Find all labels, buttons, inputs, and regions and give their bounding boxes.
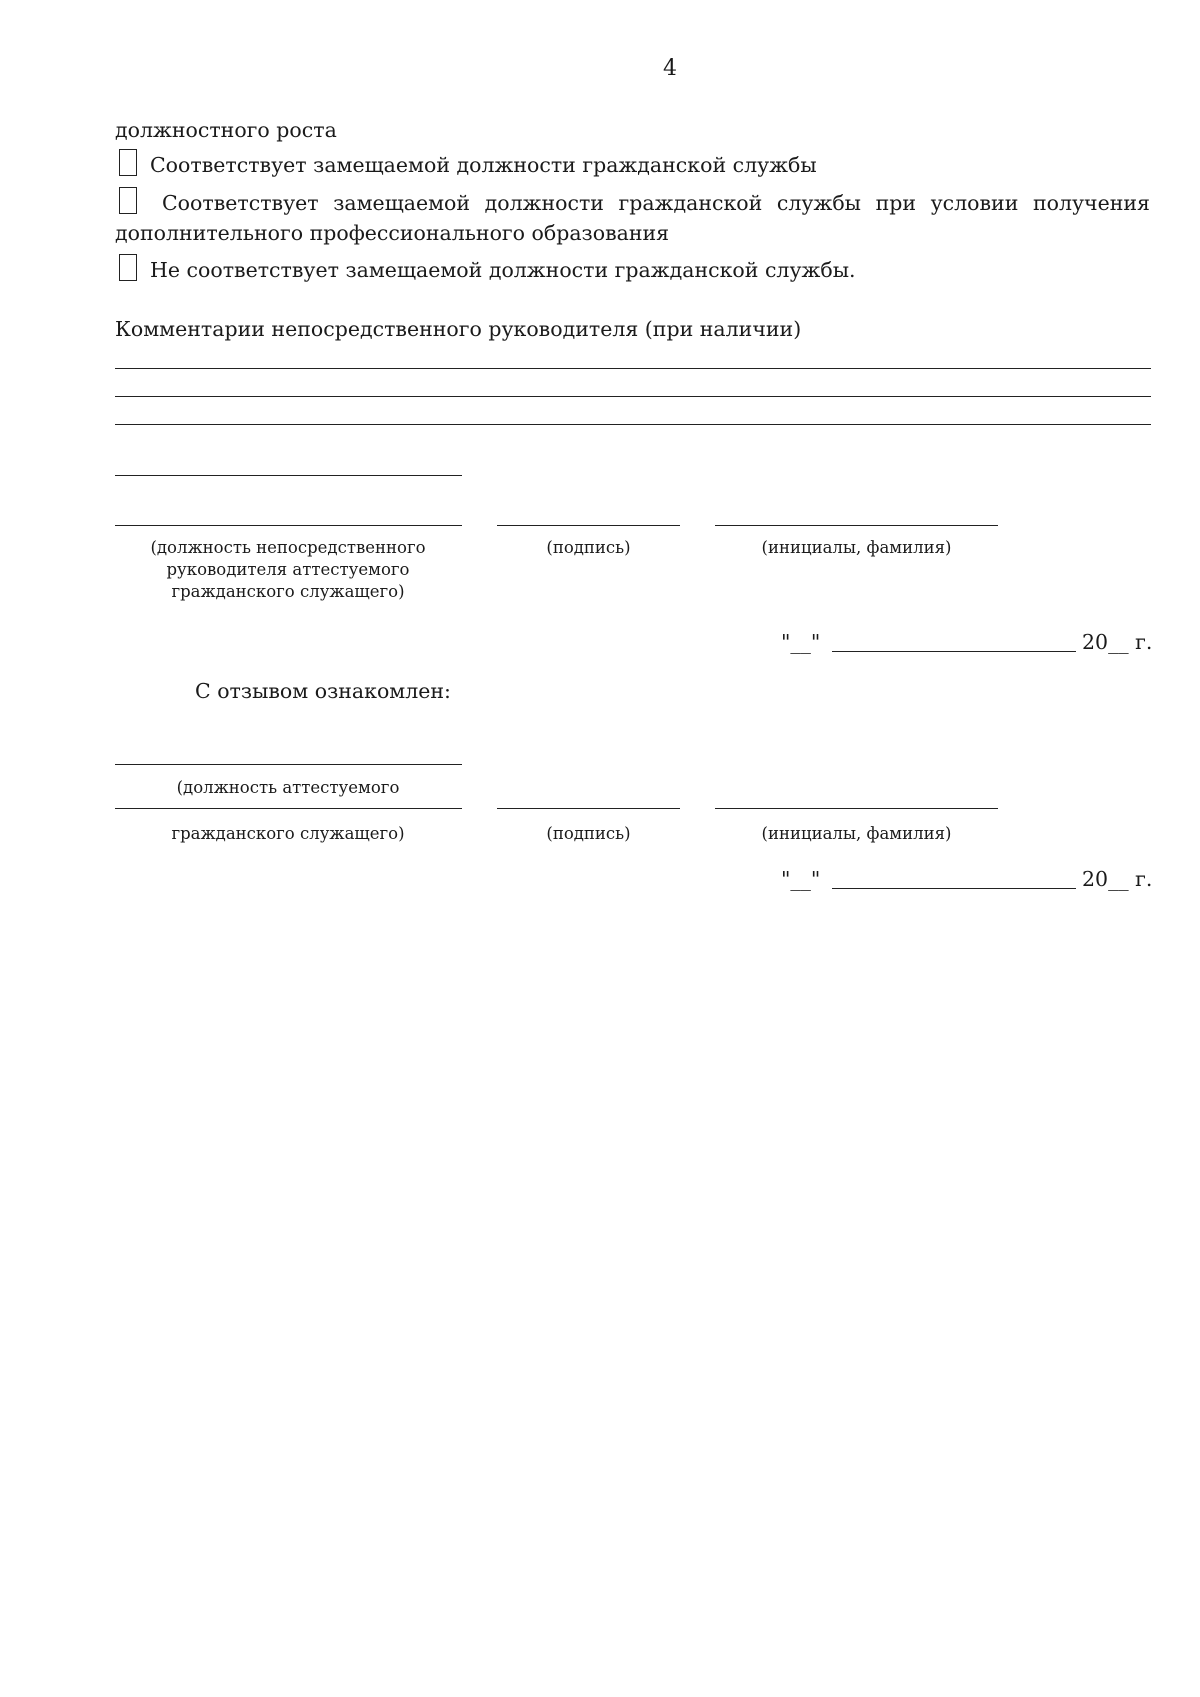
comments-heading: Комментарии непосредственного руководителя (при наличии) bbox=[115, 317, 802, 341]
employee-date-month-line[interactable] bbox=[832, 888, 1076, 889]
employee-date-year[interactable]: 20__ г. bbox=[1082, 867, 1153, 891]
manager-date-day[interactable]: "__" bbox=[781, 630, 821, 654]
option-label-corresponds-conditional-line2: дополнительного профессионального образования bbox=[115, 221, 670, 245]
employee-position-line-2[interactable] bbox=[115, 808, 462, 809]
page-number: 4 bbox=[663, 56, 677, 81]
manager-name-caption: (инициалы, фамилия) bbox=[761, 538, 952, 557]
manager-position-caption: (должность непосредственного руководителя аттестуемого гражданского служащего) bbox=[150, 538, 426, 601]
manager-date-year[interactable]: 20__ г. bbox=[1082, 630, 1153, 654]
comment-line-1[interactable] bbox=[115, 368, 1151, 369]
option-label-not-corresponds: Не соответствует замещаемой должности гражданской службы. bbox=[150, 258, 856, 282]
option-label-corresponds-conditional-line1: Соответствует замещаемой должности гражданской службы при условии получения bbox=[162, 191, 1150, 215]
manager-position-line-1[interactable] bbox=[115, 475, 462, 476]
manager-name-line[interactable] bbox=[715, 525, 998, 526]
employee-signature-caption: (подпись) bbox=[546, 824, 631, 843]
option-checkbox-corresponds-conditional[interactable] bbox=[119, 187, 137, 214]
acquainted-heading: С отзывом ознакомлен: bbox=[195, 679, 451, 703]
employee-date-day[interactable]: "__" bbox=[781, 867, 821, 891]
manager-signature-line[interactable] bbox=[497, 525, 680, 526]
comment-line-3[interactable] bbox=[115, 424, 1151, 425]
employee-signature-line[interactable] bbox=[497, 808, 680, 809]
option-checkbox-not-corresponds[interactable] bbox=[119, 254, 137, 281]
employee-position-caption-line1: (должность аттестуемого bbox=[176, 778, 400, 797]
intro-text: должностного роста bbox=[115, 118, 337, 142]
option-checkbox-corresponds[interactable] bbox=[119, 149, 137, 176]
option-label-corresponds: Соответствует замещаемой должности гражданской службы bbox=[150, 153, 817, 177]
employee-name-caption: (инициалы, фамилия) bbox=[761, 824, 952, 843]
manager-date-month-line[interactable] bbox=[832, 651, 1076, 652]
manager-signature-caption: (подпись) bbox=[546, 538, 631, 557]
employee-position-caption-line2: гражданского служащего) bbox=[171, 824, 405, 843]
manager-position-line-2[interactable] bbox=[115, 525, 462, 526]
comment-line-2[interactable] bbox=[115, 396, 1151, 397]
employee-position-line-1[interactable] bbox=[115, 764, 462, 765]
employee-name-line[interactable] bbox=[715, 808, 998, 809]
